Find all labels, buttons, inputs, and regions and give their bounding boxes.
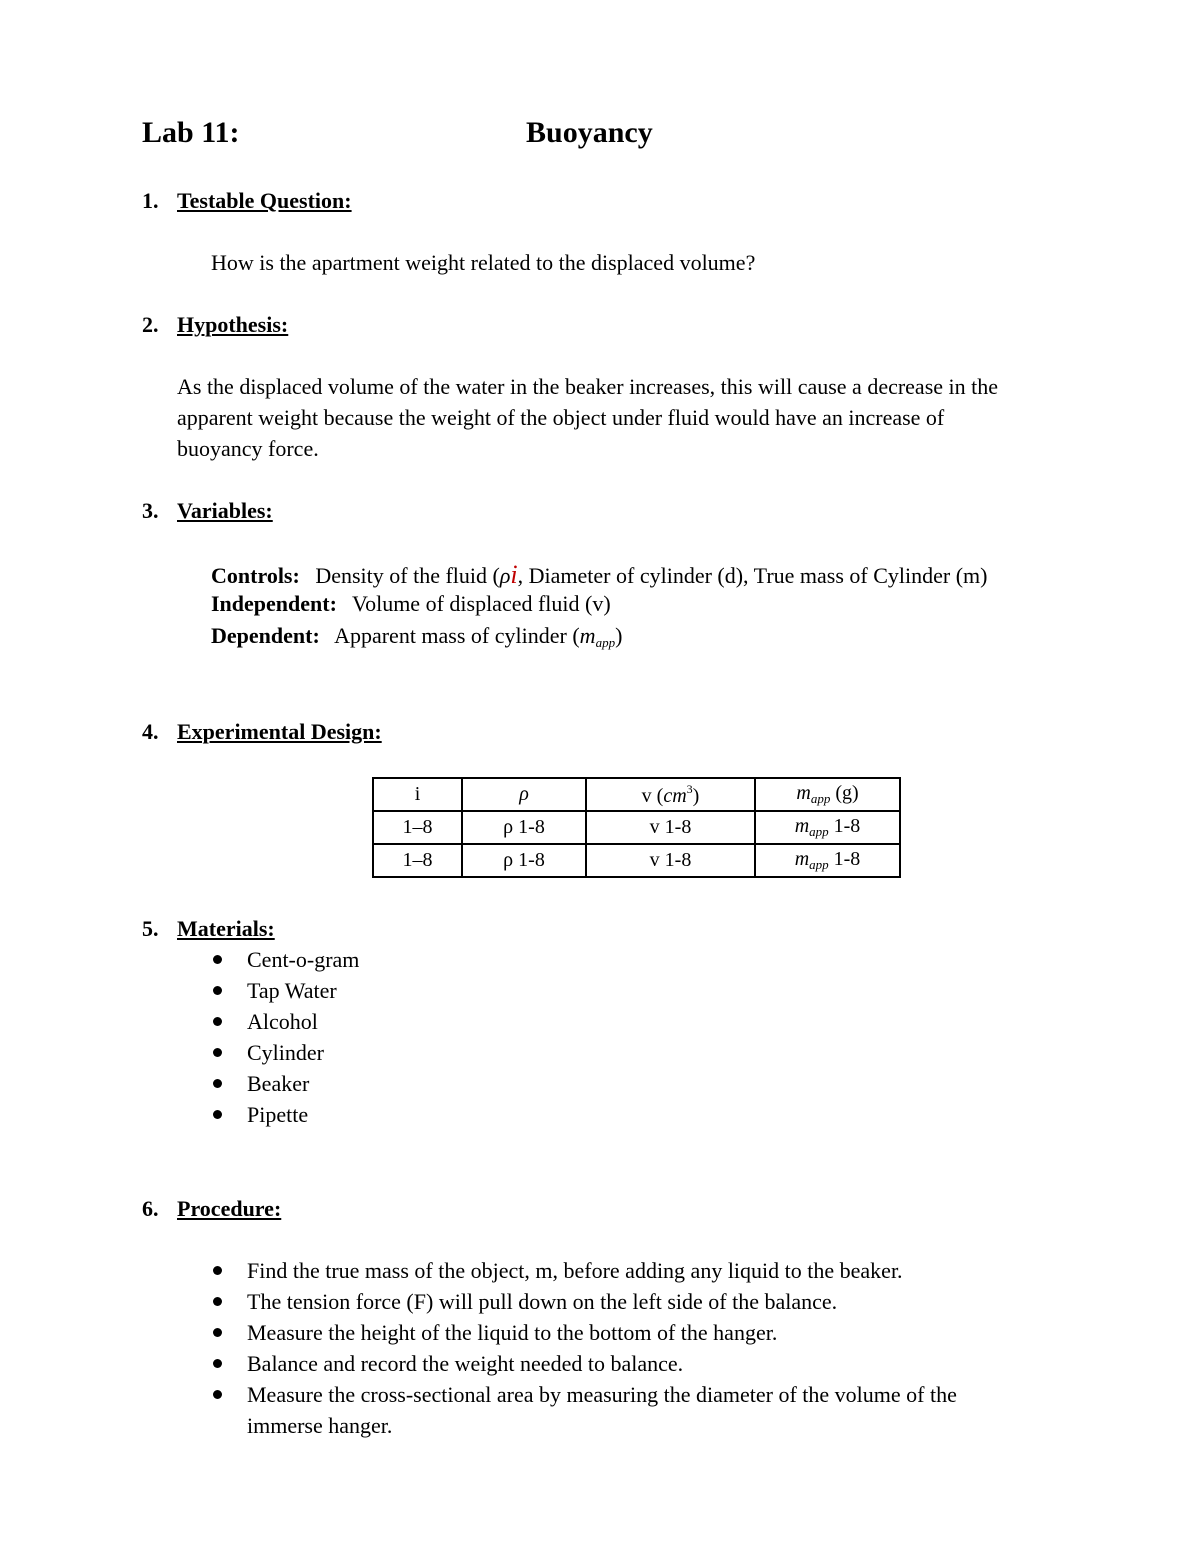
- hypothesis-line-2: apparent weight because the weight of the object under fluid would have an increase of: [177, 405, 945, 430]
- section-4-heading: Experimental Design:: [177, 719, 382, 744]
- header-cell-volume: v $(cm^3)$: [586, 778, 755, 811]
- table-cell: 1–8: [373, 844, 462, 877]
- header-cell-i: i: [373, 778, 462, 811]
- red-i-symbol: i: [510, 560, 518, 589]
- list-item: Alcohol: [211, 1006, 359, 1037]
- experimental-design-table: [372, 777, 901, 878]
- bullet-icon: [213, 1079, 222, 1088]
- list-item: Balance and record the weight needed to balance.: [211, 1348, 957, 1379]
- section-6-number: 6.: [142, 1196, 159, 1221]
- rho-symbol: ρ: [499, 563, 511, 588]
- table-cell: ρ 1-8: [462, 811, 586, 844]
- section-5-number: 5.: [142, 916, 159, 941]
- table-cell: v 1-8: [586, 811, 755, 844]
- bullet-icon: [213, 1297, 222, 1306]
- controls-text-pre: Density of the fluid (: [315, 563, 500, 588]
- table-cell: 1–8: [373, 811, 462, 844]
- hypothesis-line-1: As the displaced volume of the water in the beaker increases, this will cause a decrease in the: [177, 374, 999, 399]
- dependent-text-post: ): [615, 623, 623, 648]
- bullet-icon: [213, 1110, 222, 1119]
- independent-label: Independent:: [211, 591, 337, 616]
- section-4-number: 4.: [142, 719, 159, 744]
- list-item: Cylinder: [211, 1037, 359, 1068]
- section-1-number: 1.: [142, 188, 159, 213]
- dependent-text-pre: Apparent mass of cylinder (: [334, 623, 580, 648]
- app-subscript: app: [595, 635, 616, 650]
- bullet-icon: [213, 955, 222, 964]
- section-2-heading: Hypothesis:: [177, 312, 289, 337]
- bullet-icon: [213, 1017, 222, 1026]
- section-3-heading: Variables:: [177, 498, 273, 523]
- table-cell: $m_{app}$ 1-8: [755, 844, 900, 877]
- controls-text-post: , Diameter of cylinder (d), True mass of Cylinder (m): [517, 563, 988, 588]
- list-item: Pipette: [211, 1099, 359, 1130]
- table-row: [373, 811, 900, 844]
- dependent-line: [211, 625, 622, 649]
- section-5-heading: Materials:: [177, 916, 275, 941]
- section-1-heading: Testable Question:: [177, 188, 352, 213]
- bullet-icon: [213, 1266, 222, 1275]
- bullet-icon: [213, 1359, 222, 1368]
- list-item: Cent-o-gram: [211, 944, 359, 975]
- controls-line: [211, 562, 988, 588]
- m-symbol: m: [579, 623, 596, 648]
- dependent-label: Dependent:: [211, 623, 320, 648]
- materials-list: [211, 944, 359, 1130]
- section-2-number: 2.: [142, 312, 159, 337]
- bullet-icon: [213, 1328, 222, 1337]
- lab-number-title: Lab 11:: [142, 116, 240, 149]
- lab-topic-title: Buoyancy: [526, 116, 653, 149]
- independent-line: [211, 593, 611, 615]
- section-3-number: 3.: [142, 498, 159, 523]
- testable-question-text: How is the apartment weight related to the displaced volume?: [211, 250, 756, 275]
- hypothesis-line-3: buoyancy force.: [177, 436, 319, 461]
- table-header-row: [373, 778, 900, 811]
- list-item: Measure the height of the liquid to the bottom of the hanger.: [211, 1317, 957, 1348]
- section-6-heading: Procedure:: [177, 1196, 282, 1221]
- table-cell: ρ 1-8: [462, 844, 586, 877]
- table-row: [373, 844, 900, 877]
- header-cell-rho: ρ: [462, 778, 586, 811]
- list-item: Tap Water: [211, 975, 359, 1006]
- bullet-icon: [213, 1390, 222, 1399]
- list-item: Beaker: [211, 1068, 359, 1099]
- procedure-list: [211, 1255, 957, 1441]
- table-cell: v 1-8: [586, 844, 755, 877]
- list-item: Find the true mass of the object, m, before adding any liquid to the beaker.: [211, 1255, 957, 1286]
- list-item: The tension force (F) will pull down on the left side of the balance.: [211, 1286, 957, 1317]
- list-item-continuation: immerse hanger.: [247, 1413, 393, 1438]
- bullet-icon: [213, 1048, 222, 1057]
- header-cell-mapp: $m_{app}$ (g): [755, 778, 900, 811]
- table-cell: $m_{app}$ 1-8: [755, 811, 900, 844]
- list-item: Measure the cross-sectional area by measuring the diameter of the volume of the: [211, 1379, 957, 1410]
- independent-text: Volume of displaced fluid (v): [352, 591, 611, 616]
- controls-label: Controls:: [211, 563, 300, 588]
- bullet-icon: [213, 986, 222, 995]
